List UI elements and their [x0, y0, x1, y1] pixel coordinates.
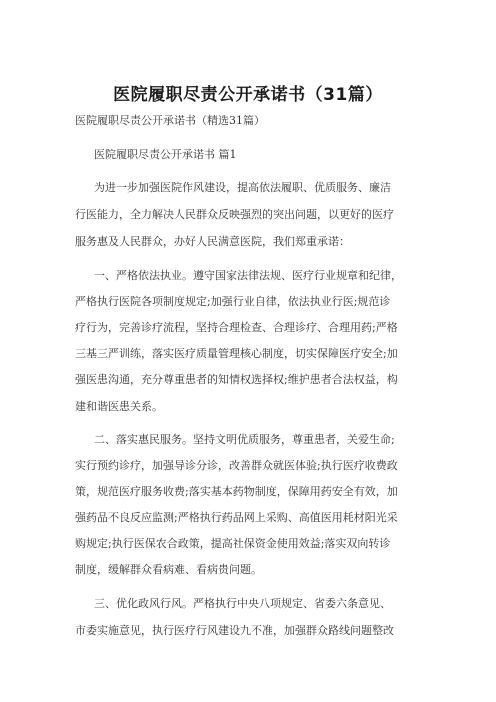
paragraph-line: 疗行为，完善诊疗流程，坚持合理检查、合理诊疗、合理用药;严格 [75, 321, 398, 334]
paragraph-line: 强医患沟通，充分尊重患者的知情权选择权;维护患者合法权益，构 [75, 373, 398, 386]
paragraph-line: 三、优化政风行风。严格执行中央八项规定、省委六条意见、 [94, 597, 391, 610]
paragraph-line: 建和谐医患关系。 [75, 400, 163, 413]
paragraph-line: 严格执行医院各项制度规定;加强行业自律，依法执业行医;规范诊 [75, 295, 391, 308]
paragraph-line: 三基三严训练，落实医疗质量管理核心制度，切实保障医疗安全;加 [75, 347, 398, 360]
document-title: 医院履职尽责公开承诺书（31篇） [113, 85, 383, 105]
paragraph-line: 为进一步加强医院作风建设，提高依法履职、优质服务、廉洁 [94, 181, 391, 194]
document-subtitle: 医院履职尽责公开承诺书（精选31篇） [75, 114, 265, 127]
paragraph-line: 二、落实惠民服务。坚持文明优质服务，尊重患者，关爱生命; [94, 433, 395, 446]
paragraph-line: 服务惠及人民群众，办好人民满意医院，我们郑重承诺： [75, 235, 350, 248]
paragraph-line: 一、严格依法执业。遵守国家法律法规、医疗行业规章和纪律， [94, 269, 402, 282]
paragraph-line: 制度，缓解群众看病难、看病贵问题。 [75, 563, 262, 576]
paragraph-line: 实行预约诊疗，加强导诊分诊，改善群众就医体验;执行医疗收费政 [75, 459, 398, 472]
paragraph-line: 购规定;执行医保农合政策，提高社保资金使用效益;落实双向转诊 [75, 537, 391, 550]
paragraph-line: 市委实施意见，执行医疗行风建设九不准，加强群众路线问题整改 [75, 624, 394, 637]
section-heading: 医院履职尽责公开承诺书 篇1 [94, 148, 237, 161]
paragraph-line: 策，规范医疗服务收费;落实基本药物制度，保障用药安全有效，加 [75, 485, 398, 498]
paragraph-line: 行医能力，全力解决人民群众反映强烈的突出问题，以更好的医疗 [75, 208, 394, 221]
paragraph-line: 强药品不良反应监测;严格执行药品网上采购、高值医用耗材阳光采 [75, 511, 398, 524]
